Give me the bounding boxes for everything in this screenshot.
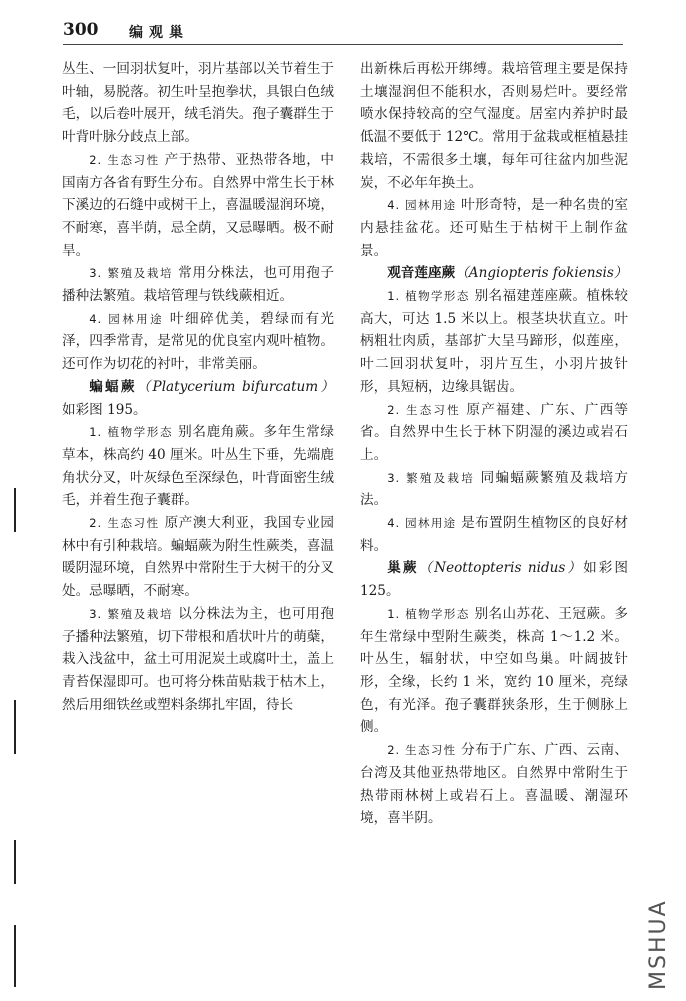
latin-name: （Neottopteris nidus） bbox=[418, 560, 584, 577]
latin-name: （Platycerium bifurcatum） bbox=[136, 378, 334, 395]
subsection-text: 原产福建、广东、广西等省。自然界中生长于林下阴湿的溪边或岩石上。 bbox=[360, 401, 628, 463]
subsection-paragraph bbox=[360, 512, 628, 557]
species-heading bbox=[360, 557, 628, 602]
subsection-label: 3. 繁殖及栽培 bbox=[89, 266, 174, 281]
subsection-label: 4. 园林用途 bbox=[387, 198, 457, 213]
right-column bbox=[360, 58, 628, 830]
species-name: 蝙蝠蕨 bbox=[89, 378, 137, 395]
subsection-paragraph bbox=[360, 603, 628, 739]
paragraph bbox=[360, 58, 628, 194]
subsection-label: 4. 园林用途 bbox=[89, 311, 165, 326]
margin-mark bbox=[14, 488, 16, 532]
subsection-text: 叶细碎优美，碧绿而有光泽，四季常青，是常见的优良室内观叶植物。还可作为切花的衬叶，非常美丽。 bbox=[62, 310, 334, 373]
paragraph-text: 出新株后再松开绑缚。栽培管理主要是保持土壤湿润但不能积水，否则易烂叶。要经常喷水保持较高的空气湿度。居室内养护时最低温不要低于 12℃。常用于盆栽或框植悬挂栽培，不需很多土壤，每年可往盆内加些泥炭，不必年年换土。 bbox=[360, 61, 628, 191]
subsection-text: 是布置阴生植物区的良好材料。 bbox=[360, 515, 628, 554]
subsection-text: 以分株法为主，也可用孢子播种法繁殖，切下带根和盾状叶片的萌蘖，栽入浅盆中，盆土可用泥炭土或腐叶土，盖上青苔保湿即可。也可将分株苗贴栽于枯木上，然后用细铁丝或塑料条绑扎牢固，待长 bbox=[62, 605, 335, 713]
subsection-label: 2. 生态习性 bbox=[387, 402, 461, 417]
subsection-text: 同蝙蝠蕨繁殖及栽培方法。 bbox=[360, 469, 628, 509]
subsection-text: 别名福建莲座蕨。植株较高大，可达 1.5 米以上。根茎块状直立。叶柄粗壮肉质，基部扩大呈马蹄形，似莲座，叶二回羽状复叶，羽片互生，小羽片披针形，具短柄，边缘具锯齿。 bbox=[360, 288, 629, 395]
subsection-paragraph bbox=[360, 739, 628, 830]
page-number: 300 bbox=[63, 20, 99, 40]
subsection-label: 3. 繁殖及栽培 bbox=[89, 606, 174, 621]
subsection-text: 别名鹿角蕨。多年生常绿草本，株高约 40 厘米。叶丛生下垂，先端鹿角状分叉，叶灰绿色至深绿色，叶背面密生绒毛，并着生孢子囊群。 bbox=[62, 424, 335, 509]
subsection-text: 原产澳大利亚，我国专业园林中有引种栽培。蝙蝠蕨为附生性蕨类，喜温暖阴湿环境，自然界中常附生于大树干的分叉处。忌曝晒，不耐寒。 bbox=[62, 515, 335, 600]
book-title: 编观巢 bbox=[129, 25, 189, 41]
subsection-paragraph bbox=[62, 421, 334, 512]
color-plate-ref: 如彩图 125。 bbox=[360, 560, 629, 600]
subsection-paragraph bbox=[360, 467, 628, 512]
margin-mark bbox=[14, 840, 16, 884]
subsection-text: 常用分株法，也可用孢子播种法繁殖。栽培管理与铁线蕨相近。 bbox=[62, 265, 335, 305]
subsection-paragraph bbox=[62, 308, 334, 376]
paragraph bbox=[62, 58, 334, 149]
subsection-label: 1. 植物学形态 bbox=[387, 606, 470, 621]
subsection-label: 4. 园林用途 bbox=[387, 516, 457, 531]
subsection-paragraph bbox=[360, 399, 628, 467]
subsection-text: 别名山苏花、王冠蕨。多年生常绿中型附生蕨类，株高 1～1.2 米。叶丛生，辐射状，中空如鸟巢。叶阔披针形，全缘，长约 1 米，宽约 10 厘米，亮绿色，有光泽。孢子囊群狭条形，生于侧脉上侧。 bbox=[360, 605, 629, 736]
subsection-paragraph bbox=[62, 603, 334, 717]
margin-mark bbox=[14, 700, 16, 754]
subsection-text: 叶形奇特，是一种名贵的室内悬挂盆花。还可贴生于枯树干上制作盆景。 bbox=[360, 197, 628, 259]
color-plate-ref: 如彩图 195。 bbox=[62, 401, 147, 418]
subsection-text: 产于热带、亚热带各地，中国南方各省有野生分布。自然界中常生长于林下溪边的石缝中或树干上，喜温暖湿润环境，不耐寒，喜半荫，忌全荫，又忌曝晒。极不耐旱。 bbox=[62, 151, 335, 259]
species-heading bbox=[62, 376, 334, 421]
subsection-text: 分布于广东、广西、云南、台湾及其他亚热带地区。自然界中常附生于热带雨林树上或岩石上。喜温暖、潮湿环境，喜半阴。 bbox=[360, 742, 628, 827]
paragraph-text: 丛生、一回羽状复叶，羽片基部以关节着生于叶轴，易脱落。初生叶呈抱拳状，具银白色绒毛，以后卷叶展开，绒毛消失。孢子囊群生于叶背叶脉分歧点上部。 bbox=[62, 61, 334, 146]
subsection-label: 3. 繁殖及栽培 bbox=[387, 470, 475, 485]
species-name: 巢蕨 bbox=[387, 560, 419, 577]
left-column bbox=[62, 58, 334, 716]
margin-mark bbox=[14, 925, 16, 987]
species-heading bbox=[360, 262, 628, 285]
subsection-paragraph bbox=[62, 149, 334, 263]
subsection-paragraph bbox=[62, 262, 334, 307]
latin-name: （Angiopteris fokiensis） bbox=[455, 265, 628, 282]
running-header bbox=[63, 14, 623, 45]
subsection-label: 2. 生态习性 bbox=[89, 152, 160, 167]
subsection-paragraph bbox=[62, 512, 334, 603]
subsection-label: 2. 生态习性 bbox=[89, 516, 160, 531]
watermark: MSHUA bbox=[646, 899, 671, 990]
subsection-paragraph bbox=[360, 194, 628, 262]
species-name: 观音莲座蕨 bbox=[387, 265, 456, 282]
subsection-label: 2. 生态习性 bbox=[387, 743, 457, 758]
subsection-paragraph bbox=[360, 285, 628, 399]
subsection-label: 1. 植物学形态 bbox=[387, 289, 470, 304]
subsection-label: 1. 植物学形态 bbox=[89, 425, 174, 440]
